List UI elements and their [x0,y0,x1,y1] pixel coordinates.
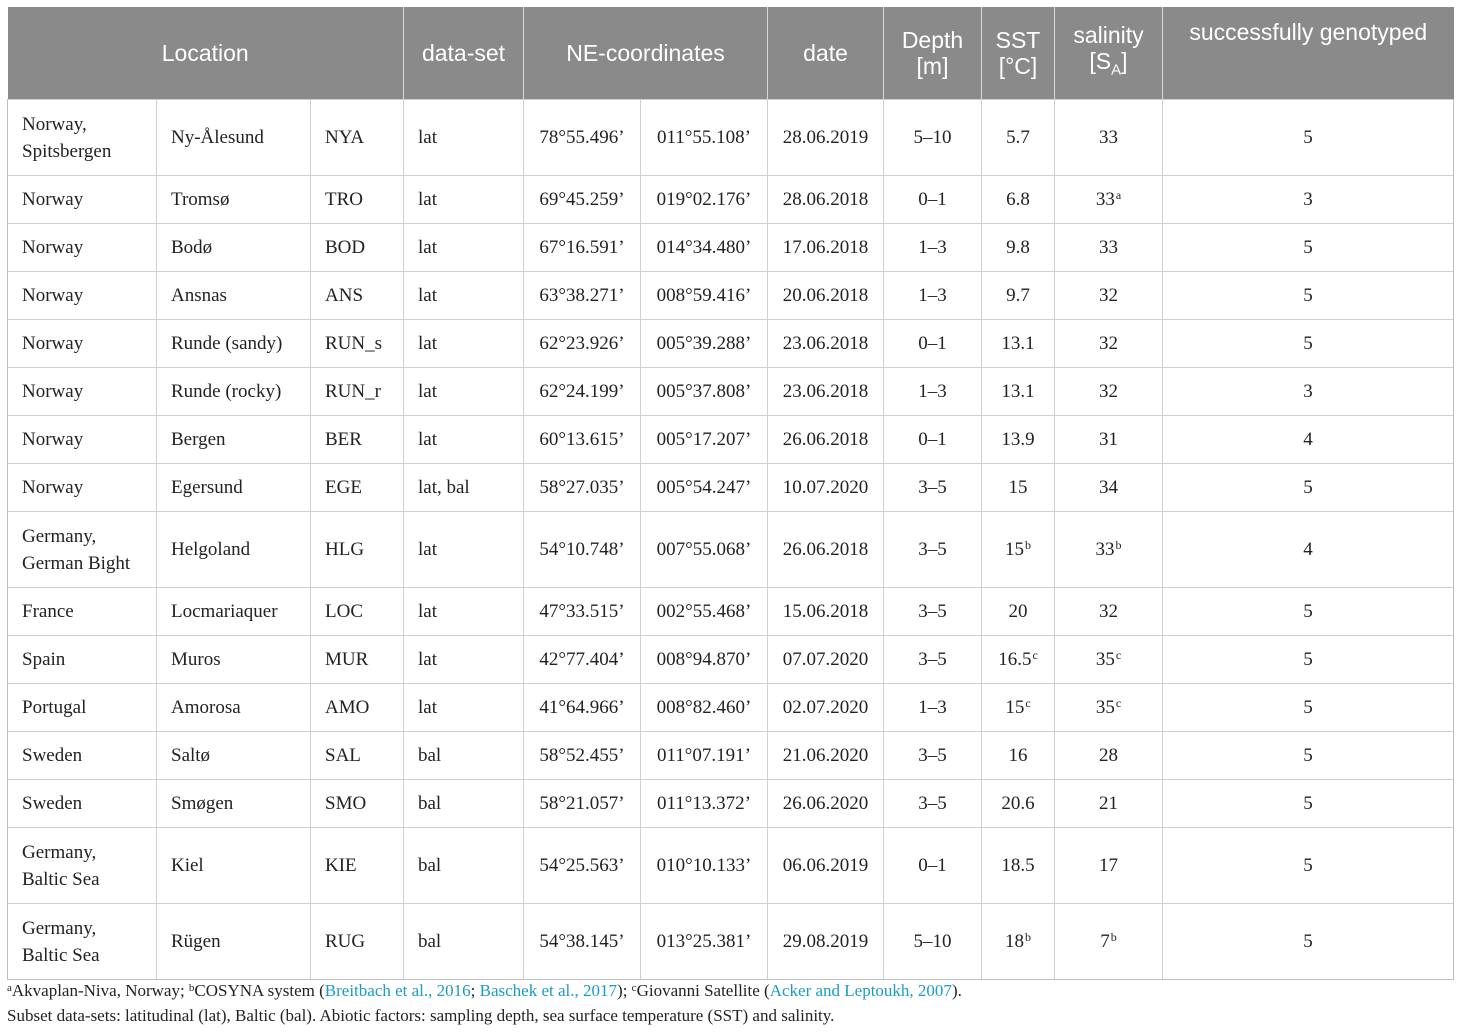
cell-code: LOC [311,588,404,636]
cell-date: 07.07.2020 [768,636,884,684]
table-row [8,780,1454,828]
cell-depth: 1–3 [884,224,982,272]
cell-code: SAL [311,732,404,780]
cell-salinity: 33$^b$ [1055,512,1163,588]
cell-country: Norway [8,368,157,416]
footnote-sources: $^a$Akvaplan-Niva, Norway; $^b$COSYNA system (Breitbach et al., 2016; Baschek et al., 2017); $^c$Giovanni Satellite (Acker and Leptoukh, 2007). [7,981,962,1000]
table-row [8,904,1454,980]
cell-latitude: 58°27.035’ [524,464,641,512]
cell-genotyped: 4 [1163,416,1454,464]
cell-code: RUN_r [311,368,404,416]
header-depth-line2: [m] [916,53,949,79]
cell-site: Kiel [157,828,311,904]
cell-country: Germany, German Bight [8,512,157,588]
header-depth [884,7,982,100]
sampling-sites-table [7,7,1454,980]
cell-depth: 0–1 [884,176,982,224]
cell-site: Helgoland [157,512,311,588]
cell-dataset: lat, bal [404,464,524,512]
cell-code: RUN_s [311,320,404,368]
cell-dataset: lat [404,176,524,224]
cell-salinity: 34 [1055,464,1163,512]
cell-date: 15.06.2018 [768,588,884,636]
table-row [8,368,1454,416]
cell-code: HLG [311,512,404,588]
cell-site: Bergen [157,416,311,464]
cell-sst: 13.9 [982,416,1055,464]
cell-longitude: 002°55.468’ [641,588,768,636]
cell-site: Amorosa [157,684,311,732]
cell-site: Saltø [157,732,311,780]
cell-salinity: 32 [1055,588,1163,636]
cell-depth: 5–10 [884,904,982,980]
table-row [8,272,1454,320]
table-row [8,512,1454,588]
cell-salinity: 32 [1055,272,1163,320]
cell-longitude: 005°39.288’ [641,320,768,368]
cell-code: TRO [311,176,404,224]
cell-longitude: 005°17.207’ [641,416,768,464]
cell-country: France [8,588,157,636]
table-row [8,100,1454,176]
cell-code: RUG [311,904,404,980]
cell-genotyped: 5 [1163,780,1454,828]
cell-genotyped: 3 [1163,176,1454,224]
cell-latitude: 42°77.404’ [524,636,641,684]
cell-sst: 15$^c$ [982,684,1055,732]
header-sst [982,7,1055,100]
cell-salinity: 35$^c$ [1055,636,1163,684]
cell-genotyped: 5 [1163,100,1454,176]
cell-longitude: 008°94.870’ [641,636,768,684]
cell-dataset: lat [404,272,524,320]
cell-genotyped: 4 [1163,512,1454,588]
cell-salinity: 33$^a$ [1055,176,1163,224]
cell-site: Bodø [157,224,311,272]
cell-salinity: 33 [1055,100,1163,176]
cell-sst: 16.5$^c$ [982,636,1055,684]
cell-latitude: 60°13.615’ [524,416,641,464]
cell-depth: 0–1 [884,320,982,368]
cell-depth: 3–5 [884,464,982,512]
cell-site: Muros [157,636,311,684]
cell-site: Ansnas [157,272,311,320]
cell-sst: 9.7 [982,272,1055,320]
cell-dataset: lat [404,684,524,732]
cell-sst: 5.7 [982,100,1055,176]
cell-site: Smøgen [157,780,311,828]
cell-genotyped: 5 [1163,684,1454,732]
cell-depth: 1–3 [884,684,982,732]
table-row [8,464,1454,512]
table-row [8,684,1454,732]
cell-depth: 1–3 [884,368,982,416]
cell-site: Locmariaquer [157,588,311,636]
cell-sst: 13.1 [982,368,1055,416]
cell-longitude: 010°10.133’ [641,828,768,904]
cell-sst: 18$^b$ [982,904,1055,980]
cell-latitude: 62°23.926’ [524,320,641,368]
cell-dataset: bal [404,828,524,904]
cell-dataset: lat [404,320,524,368]
cell-longitude: 013°25.381’ [641,904,768,980]
cell-date: 26.06.2018 [768,512,884,588]
cell-site: Runde (rocky) [157,368,311,416]
cell-sst: 15$^b$ [982,512,1055,588]
cell-date: 06.06.2019 [768,828,884,904]
cell-depth: 3–5 [884,732,982,780]
table-row [8,320,1454,368]
cell-date: 28.06.2019 [768,100,884,176]
cell-latitude: 62°24.199’ [524,368,641,416]
header-dataset: data-set [404,7,524,100]
cell-date: 29.08.2019 [768,904,884,980]
cell-dataset: bal [404,732,524,780]
cell-dataset: lat [404,416,524,464]
cell-date: 10.07.2020 [768,464,884,512]
cell-dataset: lat [404,224,524,272]
table-row [8,732,1454,780]
cell-country: Sweden [8,780,157,828]
cell-longitude: 011°55.108’ [641,100,768,176]
cell-latitude: 78°55.496’ [524,100,641,176]
cell-salinity: 33 [1055,224,1163,272]
cell-latitude: 41°64.966’ [524,684,641,732]
cell-country: Sweden [8,732,157,780]
cell-longitude: 007°55.068’ [641,512,768,588]
cell-salinity: 32 [1055,368,1163,416]
cell-dataset: lat [404,100,524,176]
cell-code: BER [311,416,404,464]
cell-genotyped: 5 [1163,224,1454,272]
cell-salinity: 28 [1055,732,1163,780]
cell-genotyped: 5 [1163,732,1454,780]
cell-depth: 0–1 [884,416,982,464]
cell-salinity: 35$^c$ [1055,684,1163,732]
header-location: Location [8,7,404,100]
cell-dataset: lat [404,588,524,636]
cell-longitude: 019°02.176’ [641,176,768,224]
header-salinity-line2: $[S_A]$ [1089,48,1128,79]
citation-acker-link[interactable]: Acker and Leptoukh, 2007 [769,981,952,1000]
cell-latitude: 47°33.515’ [524,588,641,636]
cell-salinity: 7$^b$ [1055,904,1163,980]
cell-date: 02.07.2020 [768,684,884,732]
cell-sst: 6.8 [982,176,1055,224]
cell-latitude: 54°38.145’ [524,904,641,980]
header-date: date [768,7,884,100]
cell-sst: 16 [982,732,1055,780]
table-row [8,828,1454,904]
header-sst-line1: SST [995,27,1041,53]
cell-latitude: 58°21.057’ [524,780,641,828]
table-row [8,416,1454,464]
cell-genotyped: 5 [1163,272,1454,320]
cell-sst: 18.5 [982,828,1055,904]
cell-salinity: 31 [1055,416,1163,464]
cell-site: Egersund [157,464,311,512]
header-salinity-line1: salinity [1073,22,1144,49]
cell-salinity: 32 [1055,320,1163,368]
cell-salinity: 21 [1055,780,1163,828]
cell-dataset: bal [404,780,524,828]
cell-country: Norway, Spitsbergen [8,100,157,176]
cell-date: 21.06.2020 [768,732,884,780]
cell-genotyped: 5 [1163,588,1454,636]
cell-code: NYA [311,100,404,176]
cell-salinity: 17 [1055,828,1163,904]
table-row [8,588,1454,636]
cell-dataset: lat [404,512,524,588]
cell-country: Spain [8,636,157,684]
cell-date: 17.06.2018 [768,224,884,272]
cell-code: AMO [311,684,404,732]
cell-sst: 20 [982,588,1055,636]
footnote-abbreviations: Subset data-sets: latitudinal (lat), Baltic (bal). Abiotic factors: sampling depth, sea surface temperature (SST) and salinity. [7,1006,835,1025]
cell-genotyped: 5 [1163,636,1454,684]
cell-latitude: 54°10.748’ [524,512,641,588]
cell-country: Norway [8,176,157,224]
cell-longitude: 011°13.372’ [641,780,768,828]
cell-genotyped: 5 [1163,464,1454,512]
header-salinity [1055,7,1163,100]
cell-date: 23.06.2018 [768,320,884,368]
cell-longitude: 005°54.247’ [641,464,768,512]
cell-latitude: 69°45.259’ [524,176,641,224]
cell-code: MUR [311,636,404,684]
cell-sst: 15 [982,464,1055,512]
cell-date: 28.06.2018 [768,176,884,224]
cell-date: 26.06.2018 [768,416,884,464]
cell-site: Ny-Ålesund [157,100,311,176]
cell-site: Rügen [157,904,311,980]
cell-country: Germany, Baltic Sea [8,828,157,904]
cell-country: Norway [8,416,157,464]
cell-sst: 20.6 [982,780,1055,828]
cell-longitude: 014°34.480’ [641,224,768,272]
header-genotyped: successfully genotyped [1163,7,1454,100]
cell-dataset: lat [404,368,524,416]
table-row [8,176,1454,224]
cell-latitude: 54°25.563’ [524,828,641,904]
cell-longitude: 005°37.808’ [641,368,768,416]
cell-country: Portugal [8,684,157,732]
cell-sst: 13.1 [982,320,1055,368]
table-row [8,224,1454,272]
cell-depth: 0–1 [884,828,982,904]
cell-code: EGE [311,464,404,512]
cell-depth: 5–10 [884,100,982,176]
cell-date: 26.06.2020 [768,780,884,828]
cell-sst: 9.8 [982,224,1055,272]
header-depth-line1: Depth [901,27,964,53]
cell-dataset: bal [404,904,524,980]
citation-breitbach-link[interactable]: Breitbach et al., 2016 [324,981,471,1000]
cell-dataset: lat [404,636,524,684]
cell-longitude: 008°59.416’ [641,272,768,320]
cell-country: Norway [8,464,157,512]
header-coordinates: NE-coordinates [524,7,768,100]
cell-genotyped: 3 [1163,368,1454,416]
header-sst-line2: [°C] [998,53,1038,79]
cell-code: BOD [311,224,404,272]
cell-latitude: 58°52.455’ [524,732,641,780]
cell-country: Norway [8,272,157,320]
cell-depth: 3–5 [884,512,982,588]
cell-genotyped: 5 [1163,828,1454,904]
cell-country: Germany, Baltic Sea [8,904,157,980]
cell-depth: 3–5 [884,780,982,828]
cell-country: Norway [8,224,157,272]
cell-depth: 1–3 [884,272,982,320]
cell-site: Runde (sandy) [157,320,311,368]
cell-genotyped: 5 [1163,320,1454,368]
cell-latitude: 63°38.271’ [524,272,641,320]
cell-date: 20.06.2018 [768,272,884,320]
cell-genotyped: 5 [1163,904,1454,980]
cell-code: ANS [311,272,404,320]
cell-code: KIE [311,828,404,904]
cell-longitude: 011°07.191’ [641,732,768,780]
cell-code: SMO [311,780,404,828]
cell-latitude: 67°16.591’ [524,224,641,272]
cell-site: Tromsø [157,176,311,224]
cell-depth: 3–5 [884,636,982,684]
header-row [8,7,1454,100]
cell-depth: 3–5 [884,588,982,636]
cell-longitude: 008°82.460’ [641,684,768,732]
citation-baschek-link[interactable]: Baschek et al., 2017 [479,981,618,1000]
table-row [8,636,1454,684]
cell-date: 23.06.2018 [768,368,884,416]
cell-country: Norway [8,320,157,368]
